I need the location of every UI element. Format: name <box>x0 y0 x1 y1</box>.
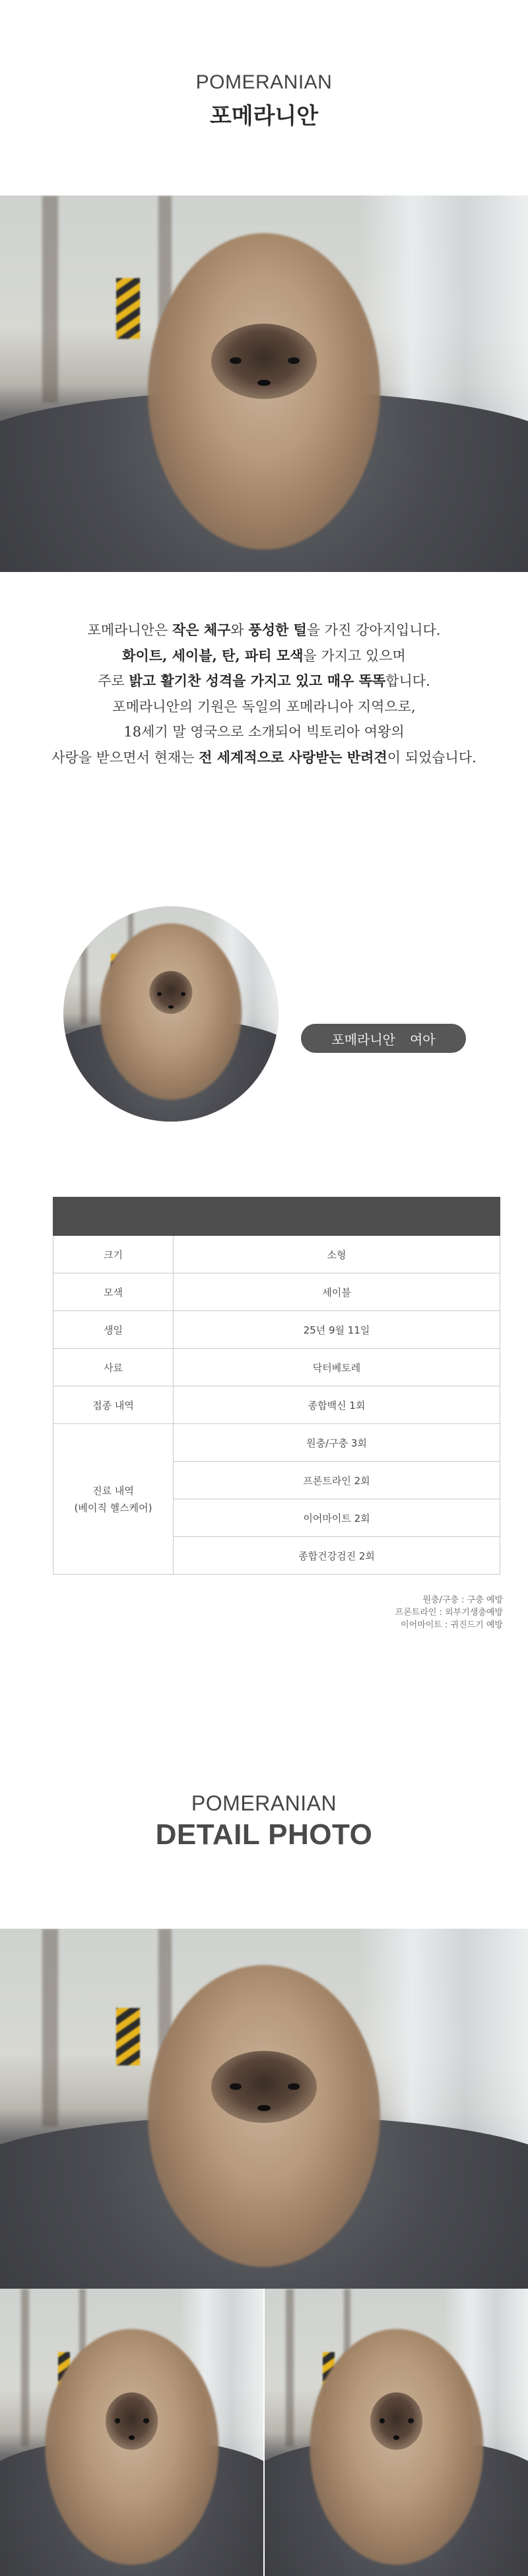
care-label-line: 진료 내역 <box>92 1484 134 1497</box>
breed-description <box>0 618 528 770</box>
detail-dog-photo-left <box>0 2289 263 2576</box>
care-notes <box>395 1594 503 1631</box>
dog-nose <box>129 2435 135 2440</box>
dog-eye <box>230 2083 242 2090</box>
road-sign <box>116 278 140 338</box>
description-text: 을 가지고 있으며 <box>303 647 406 664</box>
dog-eye <box>380 2418 385 2423</box>
description-text: 합니다. <box>385 673 430 689</box>
table-row <box>53 1386 500 1424</box>
tree-trunk <box>42 1929 58 2127</box>
table-row <box>53 1311 500 1349</box>
detail-title-english: POMERANIAN <box>191 1791 337 1815</box>
row-label: 모색 <box>53 1273 174 1311</box>
row-value: 종합백신 1회 <box>174 1386 500 1424</box>
care-value: 원충/구충 3회 <box>174 1424 500 1462</box>
dog-eye <box>408 2418 414 2423</box>
description-text: 와 <box>230 622 249 638</box>
tree-trunk <box>81 906 87 1024</box>
detail-dog-photo-large <box>0 1929 528 2289</box>
title-english: POMERANIAN <box>195 71 333 93</box>
detail-header <box>0 1791 528 1851</box>
table-row <box>53 1236 500 1273</box>
table-row <box>53 1273 500 1311</box>
row-label: 사료 <box>53 1349 174 1386</box>
note-line: 원충/구충 : 구충 예방 <box>422 1595 503 1605</box>
care-label-line: (베이직 헬스케어) <box>74 1501 152 1514</box>
description-line <box>0 668 528 694</box>
dog-eye <box>230 357 242 364</box>
table-header-row <box>53 1198 500 1236</box>
description-emphasis: 작은 체구 <box>172 622 231 638</box>
description-line <box>0 618 528 643</box>
table-row <box>53 1349 500 1386</box>
care-history-label <box>53 1424 174 1575</box>
dog-face <box>211 324 317 399</box>
description-emphasis: 전 세계적으로 사랑받는 반려견 <box>199 748 387 766</box>
breed-sex-badge <box>301 1024 466 1053</box>
description-text: 이 되었습니다. <box>387 749 477 766</box>
dog-eye <box>288 357 300 364</box>
note-line: 이어마이트 : 귀진드기 예방 <box>401 1620 503 1630</box>
note-line: 프론트라인 : 외부기생충예방 <box>395 1608 503 1618</box>
description-text: 포메라니안은 <box>87 622 172 638</box>
description-text: 사랑을 받으면서 현재는 <box>51 749 199 766</box>
dog-eye <box>115 2418 121 2423</box>
tree-trunk <box>21 2289 29 2447</box>
sex-label: 여아 <box>409 1031 436 1048</box>
table-header-cell <box>174 1198 500 1236</box>
main-dog-photo <box>0 196 528 572</box>
dog-face <box>370 2392 423 2450</box>
description-text: 포메라니안의 기원은 독일의 포메라니아 지역으로, <box>112 698 416 715</box>
description-emphasis: 밝고 활기찬 성격을 가지고 있고 매우 똑똑 <box>129 672 386 689</box>
row-label: 크기 <box>53 1236 174 1273</box>
dog-face <box>211 2051 317 2123</box>
row-value: 세이블 <box>174 1273 500 1311</box>
dog-eye <box>288 2083 300 2090</box>
dog-eye <box>143 2418 149 2423</box>
description-emphasis: 풍성한 털 <box>248 622 307 638</box>
care-value: 종합건강검진 2회 <box>174 1537 500 1575</box>
description-text: 주로 <box>98 673 129 689</box>
row-value: 25년 9월 11일 <box>174 1311 500 1349</box>
table-header-cell <box>53 1198 174 1236</box>
dog-face <box>106 2392 158 2450</box>
table-row <box>53 1424 500 1462</box>
detail-title: DETAIL PHOTO <box>155 1818 373 1851</box>
care-value: 프론트라인 2회 <box>174 1462 500 1499</box>
description-emphasis: 화이트, 세이블, 탄, 파티 모색 <box>122 647 304 664</box>
description-line <box>0 745 528 771</box>
title-korean: 포메라니안 <box>209 103 319 129</box>
breed-label: 포메라니안 <box>331 1031 395 1048</box>
description-line <box>0 643 528 669</box>
detail-dog-photo-right <box>265 2289 528 2576</box>
row-value: 소형 <box>174 1236 500 1273</box>
page-header <box>0 71 528 130</box>
description-line <box>0 694 528 720</box>
row-label: 접종 내역 <box>53 1386 174 1424</box>
dog-nose <box>257 2105 270 2111</box>
description-line <box>0 719 528 745</box>
row-label: 생일 <box>53 1311 174 1349</box>
row-value: 닥터베토레 <box>174 1349 500 1386</box>
tree-trunk <box>286 2289 294 2447</box>
puppy-info-table <box>53 1197 500 1575</box>
dog-nose <box>393 2435 400 2440</box>
road-sign <box>116 2008 140 2065</box>
profile-dog-photo <box>63 906 279 1122</box>
description-text: 을 가진 강아지입니다. <box>306 622 441 638</box>
care-value: 이어마이트 2회 <box>174 1499 500 1537</box>
tree-trunk <box>42 196 58 403</box>
dog-nose <box>168 1005 174 1009</box>
description-text: 18세기 말 영국으로 소개되어 빅토리아 여왕의 <box>123 724 405 740</box>
